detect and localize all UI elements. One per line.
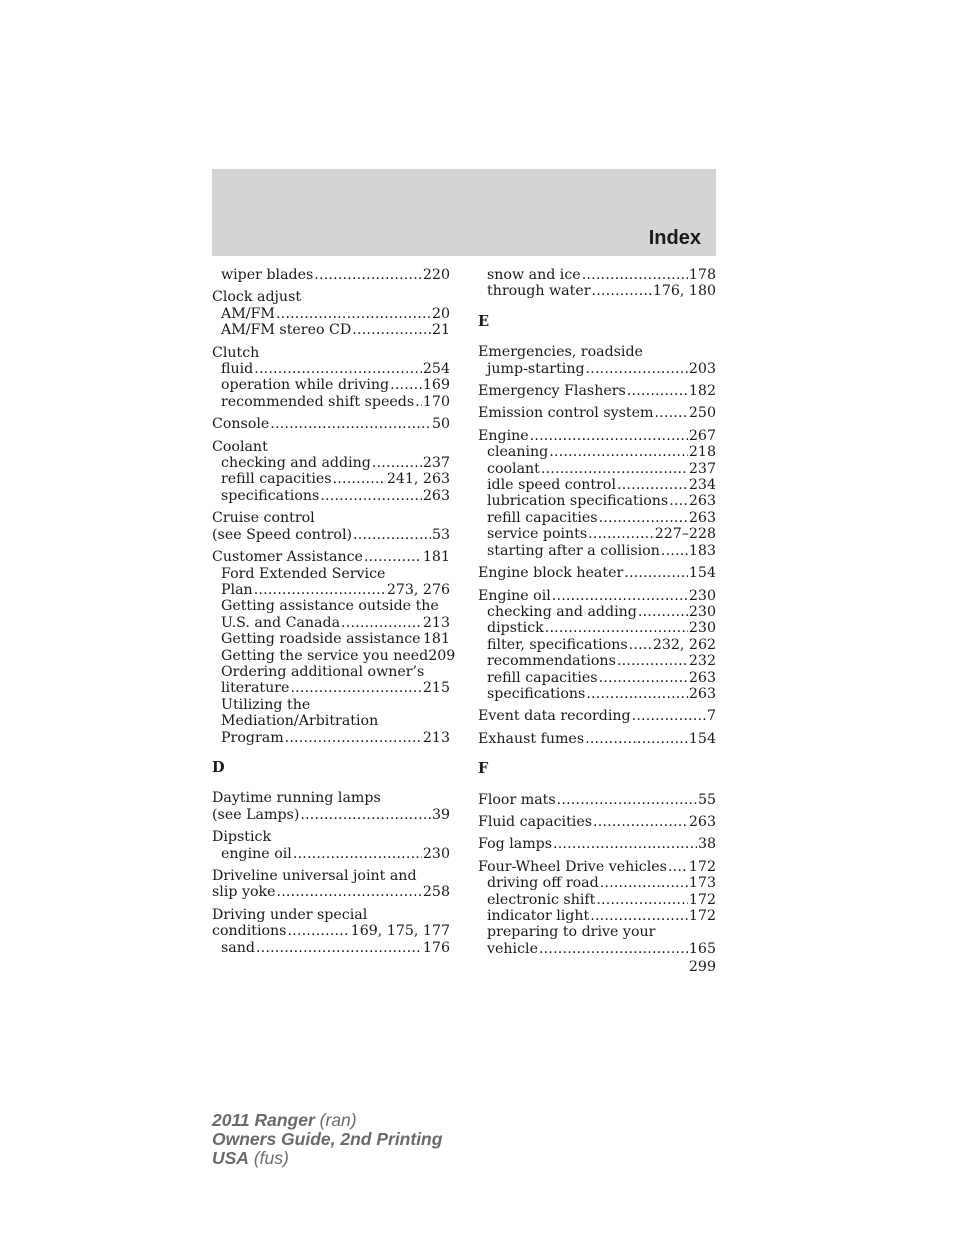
entry-text: Dipstick <box>212 829 272 846</box>
dot-leader <box>256 940 422 956</box>
entry-text: Fog lamps <box>478 836 553 853</box>
section-letter: D <box>212 758 225 776</box>
page-reference: 232 <box>688 653 716 670</box>
index-subentry-line <box>212 322 450 338</box>
index-entry <box>212 868 450 901</box>
page-reference: 20 <box>431 305 450 322</box>
dot-leader <box>557 792 697 808</box>
page-reference: 181 <box>422 549 450 566</box>
index-column-left <box>212 267 456 962</box>
entry-text: Clock adjust <box>212 289 302 306</box>
page-reference: 237 <box>422 455 450 472</box>
index-subentry-line <box>212 940 450 956</box>
dot-leader <box>553 836 697 852</box>
entry-text: dipstick <box>487 620 544 637</box>
dot-leader <box>627 383 688 399</box>
page-reference: 176, 180 <box>652 283 716 300</box>
index-subentry-line <box>212 471 450 487</box>
index-subentry-line <box>212 566 450 582</box>
index-entry <box>478 731 716 747</box>
dot-leader <box>254 361 422 377</box>
page-reference: 170 <box>422 393 450 410</box>
page-reference: 258 <box>422 884 450 901</box>
header-band <box>212 169 716 256</box>
index-entry-line <box>478 383 716 399</box>
index-subentry-line <box>212 730 450 746</box>
dot-leader <box>586 361 688 377</box>
index-entry <box>478 859 716 957</box>
entry-text: Driveline universal joint and <box>212 868 417 884</box>
entry-text: preparing to drive your <box>487 924 656 941</box>
index-entry-line <box>478 428 716 444</box>
entry-text: Exhaust fumes <box>478 730 585 747</box>
index-entry <box>212 345 450 411</box>
entry-text: Mediation/Arbitration <box>221 713 379 730</box>
index-subentry-line <box>478 543 716 559</box>
index-subentry-line <box>212 306 450 322</box>
index-subentry-line <box>212 361 450 377</box>
entry-text: Fluid capacities <box>478 813 592 830</box>
index-subentry-line <box>212 697 450 713</box>
entry-text: idle speed control <box>487 477 616 494</box>
index-entry-line <box>478 708 716 724</box>
index-entry-line <box>478 859 716 875</box>
entry-text: wiper blades <box>221 267 314 283</box>
footer-market: USA <box>212 1148 249 1168</box>
page-reference: 273, 276 <box>386 581 450 598</box>
dot-leader <box>617 653 688 669</box>
index-subentry-line <box>212 455 450 471</box>
index-subentry-line <box>212 598 450 614</box>
entry-text: lubrication specifications <box>487 493 669 510</box>
index-subentry-line <box>478 941 716 957</box>
index-subentry-line <box>212 631 450 647</box>
entry-text: through water <box>487 283 591 300</box>
index-entry <box>478 792 716 808</box>
index-entry-line <box>212 510 450 526</box>
index-subentry-line <box>212 680 450 696</box>
page-reference: 232, 262 <box>652 636 716 653</box>
dot-leader <box>372 455 422 471</box>
index-entry <box>212 907 450 956</box>
entry-text: Emergencies, roadside <box>478 344 643 361</box>
index-entry <box>212 790 450 823</box>
dot-leader <box>541 461 688 477</box>
index-entry-line <box>478 588 716 604</box>
page-reference: 172 <box>688 858 716 875</box>
dot-leader <box>596 892 688 908</box>
page-reference: 172 <box>688 891 716 908</box>
index-subentry-line <box>212 647 456 664</box>
index-entry <box>212 416 450 432</box>
page-reference: 172 <box>688 908 716 924</box>
dot-leader <box>415 394 422 410</box>
entry-text: slip yoke <box>212 884 276 901</box>
entry-text: Ford Extended Service <box>221 565 386 582</box>
index-subentry-line <box>478 908 716 924</box>
dot-leader <box>285 730 422 746</box>
dot-leader <box>661 543 688 559</box>
dot-leader <box>592 283 652 299</box>
entry-text: Floor mats <box>478 791 556 808</box>
index-entry <box>212 289 450 338</box>
index-subentry-line <box>478 361 716 377</box>
index-subentry-line <box>212 488 450 504</box>
entry-text: Event data recording <box>478 708 631 725</box>
page-reference: 183 <box>688 542 716 559</box>
index-subentry-line <box>212 615 450 631</box>
entry-text: AM/FM <box>221 305 275 322</box>
dot-leader <box>390 377 422 393</box>
dot-leader <box>654 405 687 421</box>
page-reference: 50 <box>431 416 450 433</box>
entry-text: Driving under special <box>212 906 368 923</box>
page-reference: 178 <box>688 267 716 283</box>
entry-text: checking and adding <box>487 603 637 620</box>
entry-text: recommended shift speeds <box>221 393 415 410</box>
dot-leader <box>293 846 422 862</box>
page-reference: 7 <box>706 708 716 725</box>
page-reference: 237 <box>688 460 716 477</box>
entry-text: literature <box>221 680 290 697</box>
entry-text: coolant <box>487 460 540 477</box>
index-entry <box>478 428 716 559</box>
index-subentry-line <box>478 653 716 669</box>
section-letter: E <box>478 312 490 330</box>
dot-leader <box>300 807 431 823</box>
index-subentry-line <box>478 493 716 509</box>
page-reference: 154 <box>688 565 716 582</box>
entry-text: Engine block heater <box>478 565 624 582</box>
index-entry <box>478 344 716 377</box>
page-reference: 209 <box>428 647 456 664</box>
entry-text: operation while driving <box>221 377 390 394</box>
page-reference: 173 <box>688 875 716 892</box>
index-entry-line <box>212 549 450 565</box>
dot-leader <box>276 306 431 322</box>
entry-text: Getting assistance outside the <box>221 598 439 615</box>
page-reference: 53 <box>431 526 450 543</box>
dot-leader <box>590 908 688 924</box>
index-subentry-line <box>478 444 716 460</box>
index-entry <box>478 588 716 703</box>
index-entry <box>478 836 716 852</box>
index-subentry-line <box>478 477 716 493</box>
page-reference: 234 <box>688 477 716 494</box>
index-entry <box>212 510 450 543</box>
entry-text: Cruise control <box>212 510 315 527</box>
page-reference: 181 <box>422 631 450 648</box>
entry-text: engine oil <box>221 845 292 862</box>
footer-market-code: (fus) <box>248 1148 289 1168</box>
dot-leader <box>530 428 688 444</box>
entry-text: Coolant <box>212 438 268 455</box>
dot-leader <box>341 615 422 631</box>
index-entry-line <box>212 807 450 823</box>
page-reference: 176 <box>422 939 450 956</box>
footer <box>212 1111 442 1168</box>
entry-text: indicator light <box>487 908 590 924</box>
index-column-right <box>478 267 716 963</box>
entry-text: Getting roadside assistance <box>221 631 421 648</box>
page-reference: 21 <box>431 322 450 339</box>
entry-text: snow and ice <box>487 267 581 283</box>
dot-leader <box>270 416 431 432</box>
index-subentry-line <box>478 924 716 940</box>
page-reference: 254 <box>422 361 450 378</box>
entry-text: jump-starting <box>487 360 585 377</box>
index-entry-line <box>478 344 716 360</box>
entry-text: recommendations <box>487 653 616 670</box>
page-reference: 38 <box>697 836 716 853</box>
dot-leader <box>586 686 688 702</box>
dot-leader <box>290 680 421 696</box>
entry-text: Daytime running lamps <box>212 790 381 807</box>
index-entry-line <box>212 790 450 806</box>
footer-model: 2011 Ranger <box>212 1110 315 1130</box>
entry-text: (see Speed control) <box>212 526 353 543</box>
entry-text: AM/FM stereo CD <box>221 322 352 339</box>
index-entry-line <box>212 884 450 900</box>
index-subentry-line <box>478 686 716 702</box>
entry-text: Emergency Flashers <box>478 383 626 400</box>
index-entry <box>478 565 716 581</box>
dot-leader <box>552 588 688 604</box>
dot-leader <box>582 267 688 283</box>
page-reference: 213 <box>422 729 450 746</box>
index-entry <box>478 267 716 300</box>
dot-leader <box>254 582 386 598</box>
index-entry <box>212 267 450 283</box>
dot-leader <box>629 637 652 653</box>
page-reference: 263 <box>422 487 450 504</box>
section-letter: F <box>478 760 489 778</box>
index-entry-line <box>212 289 450 305</box>
page-title: Index <box>648 227 701 249</box>
dot-leader <box>632 708 706 724</box>
page-reference: 169, 175, 177 <box>350 923 450 940</box>
dot-leader <box>588 526 654 542</box>
index-entry-line <box>478 405 716 421</box>
page-reference: 241, 263 <box>386 471 450 488</box>
entry-text: U.S. and Canada <box>221 614 341 631</box>
entry-text: fluid <box>221 361 254 378</box>
index-entry-line <box>478 836 716 852</box>
entry-text: Ordering additional owner’s <box>221 663 425 680</box>
entry-text: cleaning <box>487 444 549 461</box>
dot-leader <box>545 620 688 636</box>
page-reference: 203 <box>688 360 716 377</box>
dot-leader <box>353 527 431 543</box>
page-number: 299 <box>688 959 716 975</box>
dot-leader <box>593 814 688 830</box>
index-entry <box>212 549 456 746</box>
entry-text: vehicle <box>487 940 538 957</box>
index-entry-line <box>212 345 450 361</box>
dot-leader <box>668 859 688 875</box>
dot-leader <box>287 923 349 939</box>
index-entry-line <box>212 907 450 923</box>
index-entry <box>478 708 716 724</box>
footer-model-code: (ran) <box>314 1110 357 1130</box>
dot-leader <box>669 493 688 509</box>
dot-leader <box>549 444 688 460</box>
index-subentry-line <box>478 283 716 299</box>
page-reference: 250 <box>688 405 716 422</box>
entry-text: Emission control system <box>478 405 654 422</box>
index-subentry-line <box>212 664 450 680</box>
index-subentry-line <box>212 267 450 283</box>
entry-text: Getting the service you need <box>221 647 429 664</box>
index-subentry-line <box>212 713 450 729</box>
entry-text: Plan <box>221 581 253 598</box>
dot-leader <box>624 565 688 581</box>
page-reference: 213 <box>422 614 450 631</box>
entry-text: Console <box>212 416 270 433</box>
dot-leader <box>617 477 688 493</box>
entry-text: electronic shift <box>487 891 596 908</box>
index-subentry-line <box>478 637 716 653</box>
entry-text: starting after a collision <box>487 542 660 559</box>
entry-text: Engine <box>478 427 529 444</box>
dot-leader <box>599 670 688 686</box>
page-reference: 220 <box>422 267 450 283</box>
dot-leader <box>364 549 422 565</box>
index-entry-line <box>212 416 450 432</box>
entry-text: specifications <box>221 487 320 504</box>
entry-text: (see Lamps) <box>212 806 300 823</box>
dot-leader <box>277 884 422 900</box>
index-subentry-line <box>478 670 716 686</box>
page-reference: 230 <box>688 620 716 637</box>
index-subentry-line <box>478 604 716 620</box>
index-subentry-line <box>212 582 450 598</box>
index-entry-line <box>212 527 450 543</box>
dot-leader <box>320 488 422 504</box>
page-reference: 230 <box>688 603 716 620</box>
page-reference: 55 <box>697 791 716 808</box>
entry-text: driving off road <box>487 875 599 892</box>
dot-leader <box>333 471 386 487</box>
index-subentry-line <box>478 461 716 477</box>
entry-text: refill capacities <box>221 471 332 488</box>
index-subentry-line <box>478 892 716 908</box>
index-entry-line <box>212 923 450 939</box>
index-entry-line <box>478 565 716 581</box>
dot-leader <box>599 510 688 526</box>
entry-text: Utilizing the <box>221 696 311 713</box>
index-subentry-line <box>478 267 716 283</box>
dot-leader <box>600 875 688 891</box>
page-reference: 227–228 <box>654 526 716 543</box>
index-entry-line <box>478 792 716 808</box>
index-entry-line <box>212 439 450 455</box>
dot-leader <box>352 322 431 338</box>
index-entry-line <box>212 868 450 884</box>
entry-text: refill capacities <box>487 669 598 686</box>
index-entry <box>478 383 716 399</box>
index-subentry-line <box>212 846 450 862</box>
page-reference: 182 <box>688 383 716 400</box>
dot-leader <box>585 731 688 747</box>
page-reference: 263 <box>688 685 716 702</box>
index-subentry-line <box>478 620 716 636</box>
page-reference: 263 <box>688 669 716 686</box>
entry-text: checking and adding <box>221 455 371 472</box>
page-reference: 165 <box>688 940 716 957</box>
page-reference: 267 <box>688 427 716 444</box>
entry-text: Program <box>221 729 284 746</box>
dot-leader <box>638 604 688 620</box>
entry-text: service points <box>487 526 588 543</box>
page-reference: 230 <box>688 587 716 604</box>
page-reference: 263 <box>688 493 716 510</box>
page-reference: 218 <box>688 444 716 461</box>
page-reference: 215 <box>422 680 450 697</box>
index-subentry-line <box>478 510 716 526</box>
index-entry-line <box>478 814 716 830</box>
page-reference: 169 <box>422 377 450 394</box>
page-reference: 154 <box>688 730 716 747</box>
index-subentry-line <box>478 875 716 891</box>
page-reference: 263 <box>688 813 716 830</box>
entry-text: specifications <box>487 685 586 702</box>
dot-leader <box>314 267 422 283</box>
index-entry-line <box>212 829 450 845</box>
entry-text: Engine oil <box>478 587 551 604</box>
index-entry <box>212 829 450 862</box>
page-reference: 263 <box>688 509 716 526</box>
index-entry <box>478 814 716 830</box>
entry-text: conditions <box>212 923 287 940</box>
index-subentry-line <box>478 526 716 542</box>
page-reference: 39 <box>431 806 450 823</box>
index-entry <box>212 439 450 505</box>
page-reference: 230 <box>422 845 450 862</box>
entry-text: Clutch <box>212 344 260 361</box>
index-entry-line <box>478 731 716 747</box>
entry-text: sand <box>221 939 255 956</box>
entry-text: filter, specifications <box>487 636 628 653</box>
index-subentry-line <box>212 377 450 393</box>
index-entry <box>478 405 716 421</box>
entry-text: refill capacities <box>487 509 598 526</box>
entry-text: Customer Assistance <box>212 549 363 566</box>
footer-guide: Owners Guide, 2nd Printing <box>212 1129 443 1149</box>
index-subentry-line <box>212 394 450 410</box>
dot-leader <box>539 941 688 957</box>
entry-text: Four-Wheel Drive vehicles <box>478 858 667 875</box>
